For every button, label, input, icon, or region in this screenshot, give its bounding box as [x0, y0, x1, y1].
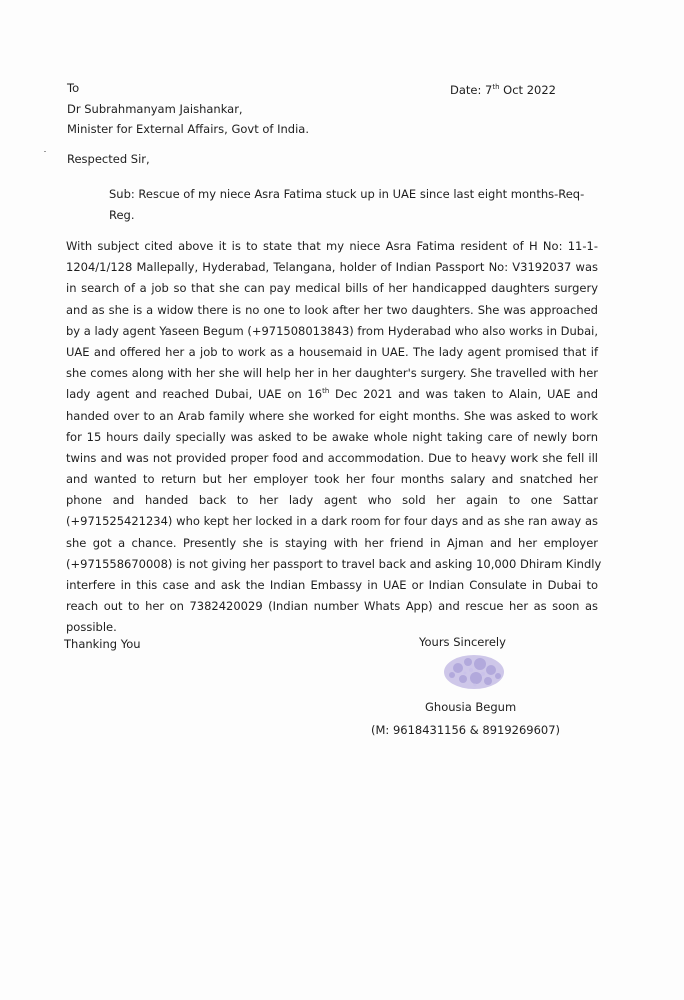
- body-line-part: lady agent and reached Dubai, UAE on 16: [66, 387, 323, 402]
- date-ordinal: th: [322, 387, 330, 396]
- body-line: (+971558670008) is not giving her passport to travel back and asking 10,000 Dhiram Kindly: [66, 556, 602, 571]
- date-ordinal: th: [492, 83, 500, 91]
- body-line: twins and was not provided proper food and accommodation. Due to heavy work she fell ill: [66, 450, 598, 465]
- recipient-line: To: [67, 81, 80, 95]
- signatory-contact: (M: 9618431156 & 8919269607): [371, 723, 561, 737]
- date-suffix: Oct 2022: [499, 83, 556, 97]
- body-line: and wanted to return but her employer took her four months salary and snatched her: [66, 472, 598, 487]
- body-line: possible.: [66, 620, 117, 635]
- body-line: and as she is a widow there is no one to look after her two daughters. She was approached: [66, 302, 598, 317]
- body-line: by a lady agent Yaseen Begum (+971508013843) from Hyderabad who also works in Dubai,: [66, 323, 598, 338]
- recipient-line: Dr Subrahmanyam Jaishankar,: [67, 101, 243, 116]
- signature-stamp: [436, 648, 512, 696]
- scan-speck: [44, 151, 46, 152]
- closing-thanks: Thanking You: [64, 637, 141, 651]
- body-line: (+971525421234) who kept her locked in a dark room for four days and as she ran away as: [66, 514, 598, 529]
- closing-yours-sincerely: Yours Sincerely: [419, 635, 506, 649]
- letter-date: [450, 80, 556, 100]
- body-line: interfere in this case and ask the Indian Embassy in UAE or Indian Consulate in Dubai to: [66, 578, 598, 592]
- body-line: in search of a job so that she can pay medical bills of her handicapped daughters surgery: [66, 281, 598, 296]
- body-line: phone and handed back to her lady agent who sold her again to one Sattar: [66, 493, 598, 508]
- signatory-name: Ghousia Begum: [425, 700, 517, 714]
- letter-body: [66, 236, 602, 639]
- body-line: she comes along with her she will help her in her daughter's surgery. She travelled with her: [66, 366, 598, 381]
- body-line: handed over to an Arab family where she worked for eight months. She was asked to work: [66, 408, 598, 423]
- body-line: she got a chance. Presently she is staying with her friend in Ajman and her employer: [66, 535, 598, 550]
- salutation: Respected Sir,: [67, 152, 150, 166]
- date-prefix: Date: 7: [450, 83, 493, 97]
- recipient-line: Minister for External Affairs, Govt of India.: [67, 122, 309, 136]
- body-line: With subject cited above it is to state that my niece Asra Fatima resident of H No: 11-1-: [66, 239, 598, 253]
- subject-line: Sub: Rescue of my niece Asra Fatima stuck up in UAE since last eight months-Req-: [109, 187, 585, 201]
- subject-line: Reg.: [109, 207, 135, 222]
- body-line: UAE and offered her a job to work as a housemaid in UAE. The lady agent promised that if: [66, 344, 598, 359]
- body-line: for 15 hours daily specially was asked to be awake whole night taking care of newly born: [66, 429, 598, 444]
- body-line: 1204/1/128 Mallepally, Hyderabad, Telangana, holder of Indian Passport No: V3192037 was: [66, 260, 598, 275]
- body-line: reach out to her on 7382420029 (Indian number Whats App) and rescue her as soon as: [66, 599, 598, 614]
- subject-block: [109, 184, 597, 225]
- recipient-block: [67, 78, 309, 140]
- body-line-part: Dec 2021 and was taken to Alain, UAE and: [329, 387, 598, 402]
- body-line-with-date: [66, 384, 598, 405]
